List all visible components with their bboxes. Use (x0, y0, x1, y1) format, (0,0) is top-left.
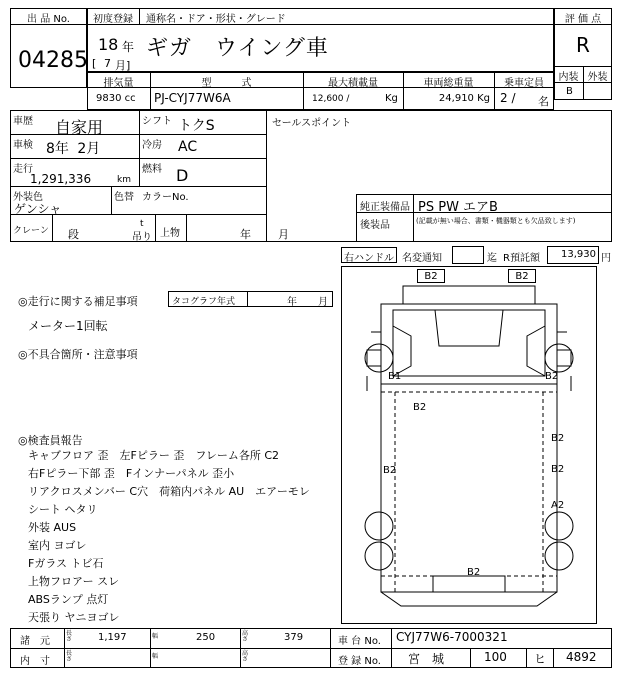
gross-weight-label: 車両総重量 (423, 78, 474, 89)
max-load: 12,600 / (312, 94, 350, 104)
damage-label: B2 (417, 269, 445, 283)
lift-year: 年 (240, 228, 251, 241)
capacity: 2 / (500, 91, 516, 105)
mileage-unit: km (117, 175, 131, 185)
reg-label: 登 録 No. (338, 656, 381, 667)
tacho-label: タコグラフ年式 (172, 297, 236, 307)
aftermarket-label: 後装品 (360, 220, 390, 231)
fuel-label: 燃料 (142, 164, 162, 175)
chassis-value: CYJ77W6-7000321 (396, 630, 508, 644)
capacity-label: 乗車定員 (504, 78, 544, 89)
inspector-line: 天張り ヤニヨゴレ (28, 611, 120, 624)
ext-color-label: 外装色 (13, 192, 43, 203)
max-load-unit: Kg (385, 93, 398, 104)
defects-label: ◎不具合箇所・注意事項 (18, 348, 138, 361)
lot-number: 04285 (18, 48, 88, 73)
vehicle-name: ギガ ウイング車 (146, 36, 329, 61)
reg-class: 100 (484, 650, 507, 664)
history-label: 車歴 (13, 116, 33, 127)
tacho-year: 年 (287, 297, 297, 308)
model-label: 型 式 (201, 78, 252, 89)
shift-label: シフト (142, 116, 172, 127)
model: PJ-CYJ77W6A (154, 91, 231, 105)
interior-width-label: 幅 (152, 653, 159, 660)
supplement-label: ◎走行に関する補足事項 (18, 295, 138, 308)
mileage-label: 走行 (13, 164, 33, 175)
inspector-line: リアクロスメンバー C穴 荷箱内パネル AU エアーモレ (28, 485, 310, 498)
inspector-line: ABSランプ 点灯 (28, 593, 109, 606)
inspector-label: ◎検査員報告 (18, 434, 83, 447)
crane-tsuri: 吊り (132, 232, 152, 243)
damage-label: B2 (551, 433, 565, 444)
displacement-label: 排気量 (103, 78, 134, 89)
length-value: 1,197 (98, 632, 127, 643)
crane-dan: 段 (68, 228, 79, 241)
damage-label: B2 (545, 371, 559, 382)
reg-kana: ヒ (534, 652, 547, 666)
inspector-line: 上物フロアー スレ (28, 575, 120, 588)
standard-equip-value: PS PW エアB (418, 200, 498, 215)
color-change-label: 色替 (114, 192, 134, 203)
inspector-line: Fガラス トビ石 (28, 557, 104, 570)
inspector-line: キャブフロア 歪 左Fピラー 歪 フレーム各所 C2 (28, 449, 280, 462)
crane-t: t (140, 219, 144, 229)
rating-value: R (576, 33, 590, 57)
mileage-value: 1,291,336 (30, 172, 92, 186)
mileage-prefix: 迄 (487, 253, 497, 264)
exterior-label: 外装 (587, 72, 608, 83)
lift-label: 上物 (160, 228, 180, 239)
name-change-label: 名変通知 (402, 253, 442, 264)
crane-label: クレーン (13, 226, 49, 236)
recycle-unit: 円 (601, 253, 611, 264)
interior-dims-label: 内 寸 (20, 656, 50, 667)
history-value: 自家用 (55, 118, 104, 137)
length-label: 長さ (66, 630, 73, 643)
reg-region: 宮 城 (408, 652, 445, 666)
interior-length-label: 長さ (66, 650, 73, 663)
name-label: 通称名・ドア・形状・グレード (146, 14, 286, 25)
rhd-label: 右ハンドル (344, 253, 394, 264)
width-value: 250 (196, 632, 216, 643)
inspector-line: 外装 AUS (28, 521, 77, 534)
reg-number: 4892 (566, 650, 597, 664)
displacement: 9830 cc (96, 93, 136, 104)
ac-label: 冷房 (142, 140, 162, 151)
damage-label: B2 (508, 269, 536, 283)
sales-point-label: セールスポイント (272, 118, 352, 129)
reg-year: 18 (98, 35, 119, 54)
damage-label: B2 (551, 464, 565, 475)
inspector-line: 右Fピラー下部 歪 Fインナーパネル 歪小 (28, 467, 235, 480)
shift-value: トクS (178, 118, 215, 134)
inspector-line: シート ヘタリ (28, 503, 98, 516)
chassis-label: 車 台 No. (338, 636, 381, 647)
recycle-label: R預託額 (503, 253, 540, 264)
damage-label: B2 (383, 465, 397, 476)
damage-label: A2 (551, 500, 565, 511)
reg-year-unit: 年 (122, 40, 135, 54)
first-reg-label: 初度登録 (93, 14, 133, 25)
recycle-value: 13,930 (561, 249, 596, 260)
supplement-value: メーター1回転 (28, 319, 108, 333)
width-label: 幅 (152, 633, 159, 640)
lift-month: 月 (278, 228, 289, 241)
standard-equip-label: 純正装備品 (360, 202, 410, 213)
interior-grade: B (566, 86, 573, 97)
lot-number-label: 出 品 No. (27, 14, 70, 25)
rating-label: 評 価 点 (564, 14, 602, 25)
reg-month: 7 (104, 57, 111, 70)
reg-month-unit: 月] (115, 59, 131, 72)
interior-label: 内装 (558, 72, 579, 83)
damage-label: B2 (467, 567, 481, 578)
capacity-unit: 名 (538, 95, 549, 108)
inspection-value: 8年 2月 (46, 141, 101, 157)
fuel-value: D (176, 166, 189, 185)
inspection-label: 車検 (13, 140, 33, 151)
dims-label: 諸 元 (20, 636, 50, 647)
height-value: 379 (284, 632, 304, 643)
reg-month-bracket: [ (92, 57, 97, 70)
ext-color-value: ゲンシャ (14, 202, 62, 216)
height-label: 高さ (242, 630, 249, 643)
damage-label: B1 (388, 371, 402, 382)
gross-weight: 24,910 Kg (438, 93, 490, 104)
color-no-label: カラーNo. (142, 192, 189, 203)
aftermarket-note: (記載が無い場合、書類・機器類とも欠品致します) (416, 217, 576, 225)
max-load-label: 最大積載量 (328, 78, 378, 89)
damage-label: B2 (413, 402, 427, 413)
inspector-line: 室内 ヨゴレ (28, 539, 87, 552)
tacho-month: 月 (318, 297, 328, 308)
interior-height-label: 高さ (242, 650, 249, 663)
name-change-box (452, 246, 484, 264)
ac-value: AC (178, 139, 198, 155)
